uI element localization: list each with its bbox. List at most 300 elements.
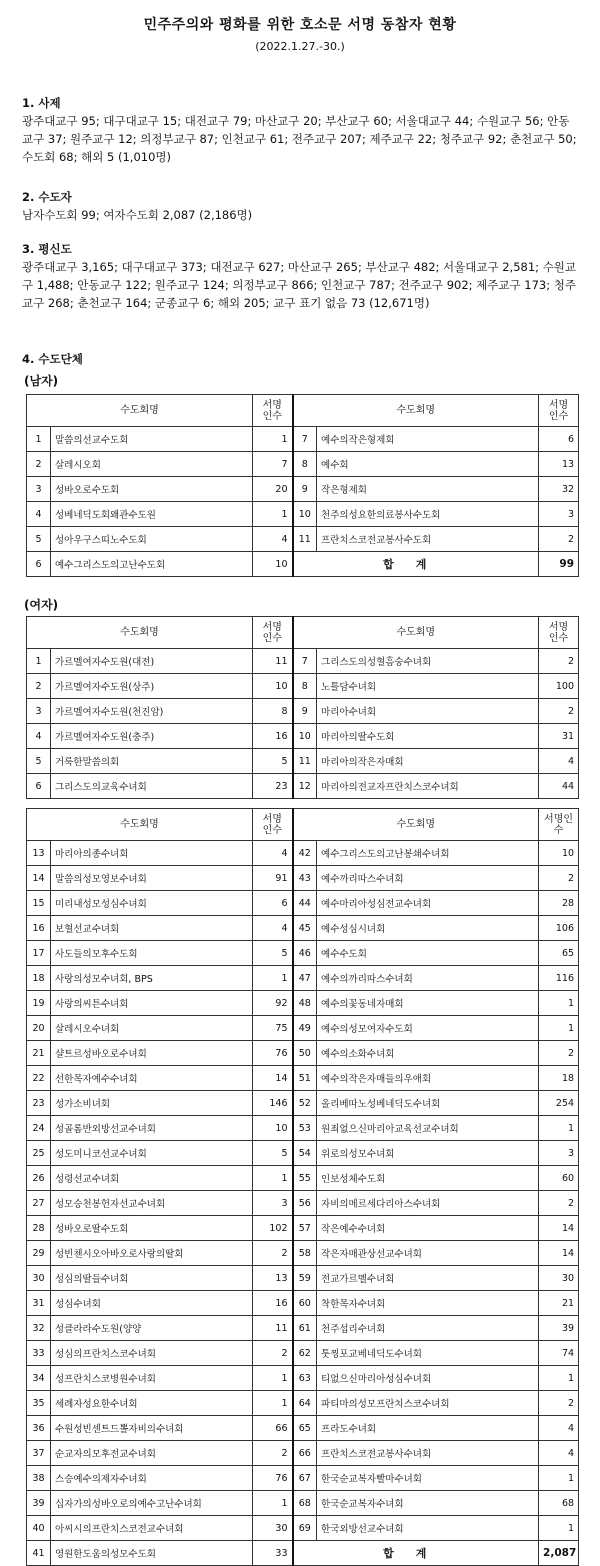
table-row <box>27 841 579 866</box>
men-subheading: (남자) <box>24 374 59 388</box>
row-number: 10 <box>293 502 317 527</box>
section-laity <box>22 240 580 312</box>
institute-name: 가르멜여자수도원(대전) <box>51 649 253 674</box>
institute-name: 성베네딕도회왜관수도원 <box>51 502 253 527</box>
institute-name: 샬트르성바오로수녀회 <box>51 1041 253 1066</box>
institute-name: 성클라라수도원(양양 <box>51 1316 253 1341</box>
header-row <box>27 617 579 649</box>
institute-name: 성아우구스띠노수도회 <box>51 527 253 552</box>
table-row <box>27 1216 579 1241</box>
institute-name: 예수회 <box>317 452 539 477</box>
institute-name: 성골롬반외방선교수녀회 <box>51 1116 253 1141</box>
signature-count: 4 <box>253 527 293 552</box>
institute-name: 성바오로딸수도회 <box>51 1216 253 1241</box>
institute-name: 예수그리스도의고난수도회 <box>51 552 253 577</box>
table-row <box>27 1066 579 1091</box>
column-header-name: 수도회명 <box>27 809 253 841</box>
institute-name: 살레시오수녀회 <box>51 1016 253 1041</box>
row-number: 43 <box>293 866 317 891</box>
institute-name: 성모승천봉헌자선교수녀회 <box>51 1191 253 1216</box>
signature-count: 2 <box>253 1241 293 1266</box>
table-row <box>27 891 579 916</box>
row-number: 10 <box>293 724 317 749</box>
signature-count: 2 <box>539 649 579 674</box>
column-header-count-line2: 인수 <box>262 632 282 644</box>
row-number: 9 <box>293 699 317 724</box>
table-row <box>27 1341 579 1366</box>
row-number: 29 <box>27 1241 51 1266</box>
row-number: 1 <box>27 649 51 674</box>
institute-name: 성심의프란치스코수녀회 <box>51 1341 253 1366</box>
table-row <box>27 774 579 799</box>
row-number: 5 <box>27 749 51 774</box>
column-header-count-line1: 서명 <box>548 399 569 411</box>
row-number: 45 <box>293 916 317 941</box>
table-row <box>27 427 579 452</box>
signature-count: 5 <box>253 749 293 774</box>
row-number: 55 <box>293 1166 317 1191</box>
table-row <box>27 724 579 749</box>
signature-count: 10 <box>253 552 293 577</box>
row-number: 30 <box>27 1266 51 1291</box>
institute-name: 한국순교복자빨마수녀회 <box>317 1466 539 1491</box>
signature-count: 3 <box>539 502 579 527</box>
row-number: 65 <box>293 1416 317 1441</box>
section-heading: 2. 수도자 <box>22 190 72 204</box>
row-number: 7 <box>293 649 317 674</box>
table-row <box>27 1291 579 1316</box>
total-value: 2,087 <box>539 1541 579 1566</box>
institute-name: 살레시오회 <box>51 452 253 477</box>
signature-count: 14 <box>253 1066 293 1091</box>
institute-name: 파티마의성모프란치스코수녀회 <box>317 1391 539 1416</box>
signature-count: 30 <box>253 1516 293 1541</box>
institute-name: 작은자매관상선교수녀회 <box>317 1241 539 1266</box>
institute-name: 순교자의모후전교수녀회 <box>51 1441 253 1466</box>
row-number: 1 <box>27 427 51 452</box>
row-number: 8 <box>293 452 317 477</box>
table-row <box>27 649 579 674</box>
institute-name: 노틀담수녀회 <box>317 674 539 699</box>
row-number: 6 <box>27 774 51 799</box>
signature-count: 10 <box>253 1116 293 1141</box>
signature-count: 1 <box>539 1366 579 1391</box>
row-number: 49 <box>293 1016 317 1041</box>
institute-name: 예수까리따스수녀회 <box>317 866 539 891</box>
table-row <box>27 1541 579 1566</box>
signature-count: 2 <box>539 527 579 552</box>
row-number: 40 <box>27 1516 51 1541</box>
table-row <box>27 749 579 774</box>
table-row <box>27 1441 579 1466</box>
table-row <box>27 1091 579 1116</box>
row-number: 41 <box>27 1541 51 1566</box>
row-number: 42 <box>293 841 317 866</box>
signature-count: 14 <box>539 1216 579 1241</box>
total-label: 합계 <box>293 1541 539 1566</box>
institute-name: 그리스도의성혈흠숭수녀회 <box>317 649 539 674</box>
table-row <box>27 1366 579 1391</box>
institute-name: 원죄없으신마리아교육선교수녀회 <box>317 1116 539 1141</box>
institute-name: 자비의메르세다리아스수녀회 <box>317 1191 539 1216</box>
institute-name: 예수수도회 <box>317 941 539 966</box>
signature-count: 5 <box>253 941 293 966</box>
signature-count: 1 <box>253 1366 293 1391</box>
table-row <box>27 1166 579 1191</box>
section-heading: 3. 평신도 <box>22 242 72 256</box>
signature-count: 14 <box>539 1241 579 1266</box>
row-number: 66 <box>293 1441 317 1466</box>
institute-name: 선한목자예수수녀회 <box>51 1066 253 1091</box>
signature-count: 16 <box>253 1291 293 1316</box>
signature-count: 7 <box>253 452 293 477</box>
signature-count: 2 <box>539 866 579 891</box>
section-heading: 4. 수도단체 <box>22 352 83 366</box>
row-number: 21 <box>27 1041 51 1066</box>
row-number: 31 <box>27 1291 51 1316</box>
signature-count: 1 <box>539 1466 579 1491</box>
signature-count: 4 <box>539 749 579 774</box>
institute-name: 티없으신마리아성심수녀회 <box>317 1366 539 1391</box>
row-number: 16 <box>27 916 51 941</box>
row-number: 59 <box>293 1266 317 1291</box>
table-row <box>27 502 579 527</box>
signature-count: 1 <box>253 966 293 991</box>
institute-name: 가르멜여자수도원(충주) <box>51 724 253 749</box>
row-number: 9 <box>293 477 317 502</box>
table-row <box>27 1516 579 1541</box>
table-row <box>27 866 579 891</box>
row-number: 37 <box>27 1441 51 1466</box>
institute-name: 전교가르멜수녀회 <box>317 1266 539 1291</box>
signature-count: 1 <box>539 991 579 1016</box>
institute-name: 착한목자수녀회 <box>317 1291 539 1316</box>
total-label: 합계 <box>293 552 539 577</box>
institute-name: 성령선교수녀회 <box>51 1166 253 1191</box>
institute-name: 스승예수의제자수녀회 <box>51 1466 253 1491</box>
column-header-count <box>253 809 293 841</box>
signature-count: 44 <box>539 774 579 799</box>
signature-count: 13 <box>253 1266 293 1291</box>
table-row <box>27 1016 579 1041</box>
column-header-name: 수도회명 <box>27 395 253 427</box>
institute-name: 마리아의종수녀회 <box>51 841 253 866</box>
signature-count: 32 <box>539 477 579 502</box>
column-header-name: 수도회명 <box>27 617 253 649</box>
row-number: 7 <box>293 427 317 452</box>
row-number: 28 <box>27 1216 51 1241</box>
institute-name: 말씀의선교수도회 <box>51 427 253 452</box>
row-number: 33 <box>27 1341 51 1366</box>
institute-name: 가르멜여자수도원(천진암) <box>51 699 253 724</box>
column-header-count-line2: 인수 <box>262 824 282 836</box>
row-number: 23 <box>27 1091 51 1116</box>
column-header-count <box>253 617 293 649</box>
table-row <box>27 1266 579 1291</box>
row-number: 69 <box>293 1516 317 1541</box>
table-row <box>27 941 579 966</box>
row-number: 4 <box>27 724 51 749</box>
column-header-count <box>539 809 579 841</box>
document-date: (2022.1.27.-30.) <box>255 40 345 53</box>
table-row <box>27 477 579 502</box>
column-header-count-line1: 서명 <box>262 399 282 411</box>
section-institutes <box>22 350 580 368</box>
institute-name: 아씨시의프란치스코전교수녀회 <box>51 1516 253 1541</box>
table-row <box>27 1391 579 1416</box>
row-number: 27 <box>27 1191 51 1216</box>
row-number: 44 <box>293 891 317 916</box>
signature-count: 11 <box>253 1316 293 1341</box>
women-subheading: (여자) <box>24 598 59 612</box>
signature-count: 65 <box>539 941 579 966</box>
row-number: 62 <box>293 1341 317 1366</box>
table-row <box>27 1191 579 1216</box>
row-number: 8 <box>293 674 317 699</box>
signature-count: 13 <box>539 452 579 477</box>
institute-name: 십자가의성바오로의예수고난수녀회 <box>51 1491 253 1516</box>
institute-name: 예수의작은형제회 <box>317 427 539 452</box>
signature-count: 254 <box>539 1091 579 1116</box>
institute-name: 사랑의씨튼수녀회 <box>51 991 253 1016</box>
signature-count: 18 <box>539 1066 579 1091</box>
row-number: 2 <box>27 674 51 699</box>
institute-name: 예수의소화수녀회 <box>317 1041 539 1066</box>
signature-count: 66 <box>253 1416 293 1441</box>
signature-count: 1 <box>253 502 293 527</box>
column-header-count-line1: 서명 <box>262 621 282 633</box>
institute-name: 마리아의작은자매회 <box>317 749 539 774</box>
women-institutes-table-2 <box>26 808 579 1566</box>
row-number: 15 <box>27 891 51 916</box>
table-row <box>27 674 579 699</box>
signature-count: 76 <box>253 1041 293 1066</box>
row-number: 67 <box>293 1466 317 1491</box>
table-row <box>27 699 579 724</box>
section-heading: 1. 사제 <box>22 96 61 110</box>
institute-name: 성심수녀회 <box>51 1291 253 1316</box>
row-number: 51 <box>293 1066 317 1091</box>
signature-count: 1 <box>253 1166 293 1191</box>
column-header-count <box>539 617 579 649</box>
row-number: 13 <box>27 841 51 866</box>
table-row <box>27 991 579 1016</box>
section-religious <box>22 188 580 224</box>
row-number: 20 <box>27 1016 51 1041</box>
row-number: 5 <box>27 527 51 552</box>
signature-count: 76 <box>253 1466 293 1491</box>
row-number: 26 <box>27 1166 51 1191</box>
institute-name: 프란치스코전교봉사수녀회 <box>317 1441 539 1466</box>
row-number: 68 <box>293 1491 317 1516</box>
signature-count: 30 <box>539 1266 579 1291</box>
women-institutes-table-1 <box>26 616 579 799</box>
section-text: 남자수도회 99; 여자수도회 2,087 (2,186명) <box>22 208 253 222</box>
table-row <box>27 527 579 552</box>
row-number: 3 <box>27 699 51 724</box>
table-row <box>27 1416 579 1441</box>
row-number: 64 <box>293 1391 317 1416</box>
row-number: 24 <box>27 1116 51 1141</box>
institute-name: 마리아의전교자프란치스코수녀회 <box>317 774 539 799</box>
institute-name: 올리베따노성베네딕도수녀회 <box>317 1091 539 1116</box>
signature-count: 11 <box>253 649 293 674</box>
row-number: 4 <box>27 502 51 527</box>
row-number: 19 <box>27 991 51 1016</box>
signature-count: 10 <box>253 674 293 699</box>
signature-count: 68 <box>539 1491 579 1516</box>
column-header-count <box>253 395 293 427</box>
signature-count: 92 <box>253 991 293 1016</box>
institute-name: 프란치스코전교봉사수도회 <box>317 527 539 552</box>
signature-count: 1 <box>253 427 293 452</box>
signature-count: 6 <box>253 891 293 916</box>
row-number: 11 <box>293 527 317 552</box>
institute-name: 천주의성요한의료봉사수도회 <box>317 502 539 527</box>
column-header-name: 수도회명 <box>293 617 539 649</box>
institute-name: 성프란치스코병원수녀회 <box>51 1366 253 1391</box>
signature-count: 2 <box>539 1391 579 1416</box>
institute-name: 위로의성모수녀회 <box>317 1141 539 1166</box>
signature-count: 6 <box>539 427 579 452</box>
signature-count: 3 <box>539 1141 579 1166</box>
column-header-name: 수도회명 <box>293 395 539 427</box>
row-number: 54 <box>293 1141 317 1166</box>
signature-count: 21 <box>539 1291 579 1316</box>
men-institutes-table <box>26 394 579 577</box>
row-number: 18 <box>27 966 51 991</box>
row-number: 35 <box>27 1391 51 1416</box>
institute-name: 예수의성모여자수도회 <box>317 1016 539 1041</box>
signature-count: 1 <box>539 1116 579 1141</box>
institute-name: 예수의까리따스수녀회 <box>317 966 539 991</box>
row-number: 60 <box>293 1291 317 1316</box>
signature-count: 106 <box>539 916 579 941</box>
signature-count: 1 <box>539 1516 579 1541</box>
institute-name: 사랑의성모수녀회, BPS <box>51 966 253 991</box>
signature-count: 8 <box>253 699 293 724</box>
signature-count: 74 <box>539 1341 579 1366</box>
institute-name: 인보성체수도회 <box>317 1166 539 1191</box>
signature-count: 2 <box>539 1191 579 1216</box>
table-row <box>27 1141 579 1166</box>
table-row <box>27 1316 579 1341</box>
column-header-count-line2: 인수 <box>262 410 282 422</box>
institute-name: 예수의꽃동네자매회 <box>317 991 539 1016</box>
row-number: 58 <box>293 1241 317 1266</box>
document-title: 민주주의와 평화를 위한 호소문 서명 동참자 현황 <box>143 17 457 33</box>
row-number: 11 <box>293 749 317 774</box>
institute-name: 천주섭리수녀회 <box>317 1316 539 1341</box>
signature-count: 2 <box>253 1341 293 1366</box>
row-number: 6 <box>27 552 51 577</box>
signature-count: 116 <box>539 966 579 991</box>
signature-count: 10 <box>539 841 579 866</box>
institute-name: 말씀의성모영보수녀회 <box>51 866 253 891</box>
signature-count: 2 <box>539 1041 579 1066</box>
signature-count: 3 <box>253 1191 293 1216</box>
row-number: 48 <box>293 991 317 1016</box>
row-number: 38 <box>27 1466 51 1491</box>
section-priests <box>22 94 580 166</box>
row-number: 32 <box>27 1316 51 1341</box>
column-header-count-line2: 인수 <box>548 410 569 422</box>
signature-count: 102 <box>253 1216 293 1241</box>
signature-count: 1 <box>253 1391 293 1416</box>
row-number: 63 <box>293 1366 317 1391</box>
table-row <box>27 1491 579 1516</box>
row-number: 47 <box>293 966 317 991</box>
institute-name: 가르멜여자수도원(상주) <box>51 674 253 699</box>
row-number: 12 <box>293 774 317 799</box>
signature-count: 23 <box>253 774 293 799</box>
institute-name: 그리스도의교육수녀회 <box>51 774 253 799</box>
institute-name: 마리아의딸수도회 <box>317 724 539 749</box>
table-row <box>27 966 579 991</box>
institute-name: 작은형제회 <box>317 477 539 502</box>
institute-name: 예수마리아성심전교수녀회 <box>317 891 539 916</box>
row-number: 34 <box>27 1366 51 1391</box>
signature-count: 1 <box>253 1491 293 1516</box>
signature-count: 146 <box>253 1091 293 1116</box>
column-header-count <box>539 395 579 427</box>
institute-name: 성빈첸시오아바오로사랑의딸회 <box>51 1241 253 1266</box>
row-number: 14 <box>27 866 51 891</box>
signature-count: 4 <box>539 1441 579 1466</box>
row-number: 61 <box>293 1316 317 1341</box>
signature-count: 60 <box>539 1166 579 1191</box>
row-number: 56 <box>293 1191 317 1216</box>
column-header-count-line1: 서명 <box>548 621 569 633</box>
institute-name: 사도들의모후수도회 <box>51 941 253 966</box>
table-row <box>27 452 579 477</box>
column-header-name: 수도회명 <box>293 809 539 841</box>
row-number: 46 <box>293 941 317 966</box>
row-number: 25 <box>27 1141 51 1166</box>
header-row <box>27 809 579 841</box>
institute-name: 작은예수수녀회 <box>317 1216 539 1241</box>
signature-count: 4 <box>253 916 293 941</box>
institute-name: 성바오로수도회 <box>51 477 253 502</box>
signature-count: 1 <box>539 1016 579 1041</box>
signature-count: 2 <box>539 699 579 724</box>
institute-name: 예수그리스도의고난봉쇄수녀회 <box>317 841 539 866</box>
institute-name: 마리아수녀회 <box>317 699 539 724</box>
signature-count: 20 <box>253 477 293 502</box>
header-row <box>27 395 579 427</box>
table-row <box>27 1466 579 1491</box>
signature-count: 75 <box>253 1016 293 1041</box>
row-number: 52 <box>293 1091 317 1116</box>
signature-count: 31 <box>539 724 579 749</box>
institute-name: 보혈선교수녀회 <box>51 916 253 941</box>
column-header-count-alt: 서명인수 <box>544 813 574 836</box>
institute-name: 프라도수녀회 <box>317 1416 539 1441</box>
institute-name: 예수의작은자매들의우애회 <box>317 1066 539 1091</box>
signature-count: 16 <box>253 724 293 749</box>
table-row <box>27 1116 579 1141</box>
signature-count: 5 <box>253 1141 293 1166</box>
signature-count: 2 <box>253 1441 293 1466</box>
column-header-count-line2: 인수 <box>548 632 569 644</box>
table-row <box>27 1241 579 1266</box>
column-header-count-line1: 서명 <box>262 813 282 825</box>
row-number: 57 <box>293 1216 317 1241</box>
section-text: 광주대교구 95; 대구대교구 15; 대전교구 79; 마산교구 20; 부산교구 60; 서울대교구 44; 수원교구 56; 안동교구 37; 원주교구 12; 의정부교구 87; 인천교구 61; 전주교구 207; 제주교구 22; 청주교구 92; 춘천교구 50; 수도회 68; 해외 5 (1,010명) <box>22 114 577 164</box>
row-number: 36 <box>27 1416 51 1441</box>
total-value: 99 <box>539 552 579 577</box>
row-number: 53 <box>293 1116 317 1141</box>
